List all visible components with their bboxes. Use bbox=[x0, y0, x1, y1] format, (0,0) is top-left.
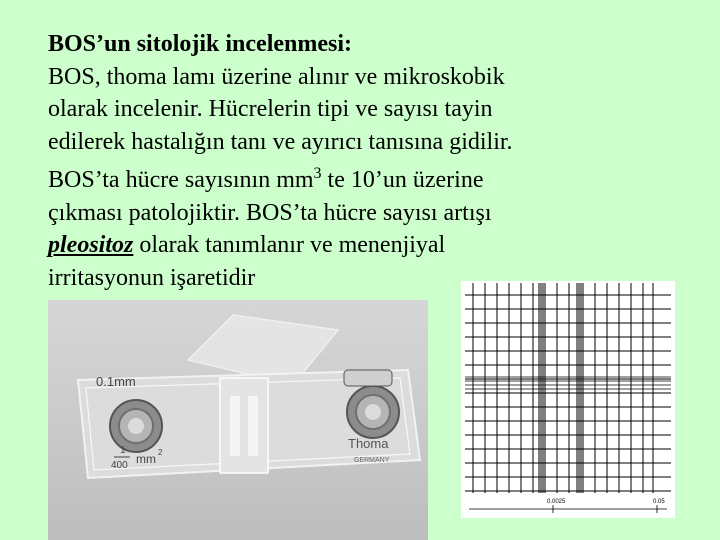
brand-germany: GERMANY bbox=[354, 457, 390, 464]
label-fraction-denominator: 400 bbox=[111, 460, 128, 471]
paragraph-line bbox=[48, 229, 688, 262]
slide-text bbox=[48, 28, 688, 294]
thoma-grid-image bbox=[461, 281, 675, 518]
paragraph-line: çıkması patolojiktir. BOS’ta hücre sayısı artışı bbox=[48, 199, 492, 226]
slide-paragraph bbox=[48, 61, 688, 295]
scale-label-large: 0.05 bbox=[653, 499, 665, 505]
brand-thoma: Thoma bbox=[348, 436, 389, 451]
paragraph-line: edilerek hastalığın tanı ve ayırıcı tanısına gidilir. bbox=[48, 128, 513, 155]
pleositoz-term: pleositoz bbox=[48, 232, 134, 258]
central-channel bbox=[220, 378, 268, 473]
label-0-1mm: 0.1mm bbox=[96, 374, 136, 389]
label-unit: mm bbox=[136, 452, 156, 466]
brand-plate bbox=[344, 370, 392, 386]
paragraph-text: te 10’un üzerine bbox=[321, 167, 484, 193]
thoma-slide-illustration bbox=[48, 300, 428, 540]
superscript-3: 3 bbox=[313, 165, 322, 182]
label-unit-superscript: 2 bbox=[158, 448, 163, 457]
label-fraction-numerator: 1 bbox=[120, 445, 126, 456]
paragraph-text: olarak tanımlanır ve menenjiyal bbox=[133, 232, 446, 258]
thoma-grid bbox=[461, 281, 675, 518]
thoma-slide-photo bbox=[48, 300, 428, 540]
slide-title: BOS’un sitolojik incelenmesi: bbox=[48, 31, 353, 57]
paragraph-line bbox=[48, 158, 688, 197]
paragraph-text: BOS’ta hücre sayısının mm bbox=[48, 167, 314, 193]
paragraph-line: BOS, thoma lamı üzerine alınır ve mikroskobik bbox=[48, 63, 505, 90]
paragraph-line: olarak incelenir. Hücrelerin tipi ve sayısı tayin bbox=[48, 96, 493, 122]
scale-label-small: 0.0025 bbox=[547, 499, 566, 505]
paragraph-line: irritasyonun işaretidir bbox=[48, 264, 256, 291]
